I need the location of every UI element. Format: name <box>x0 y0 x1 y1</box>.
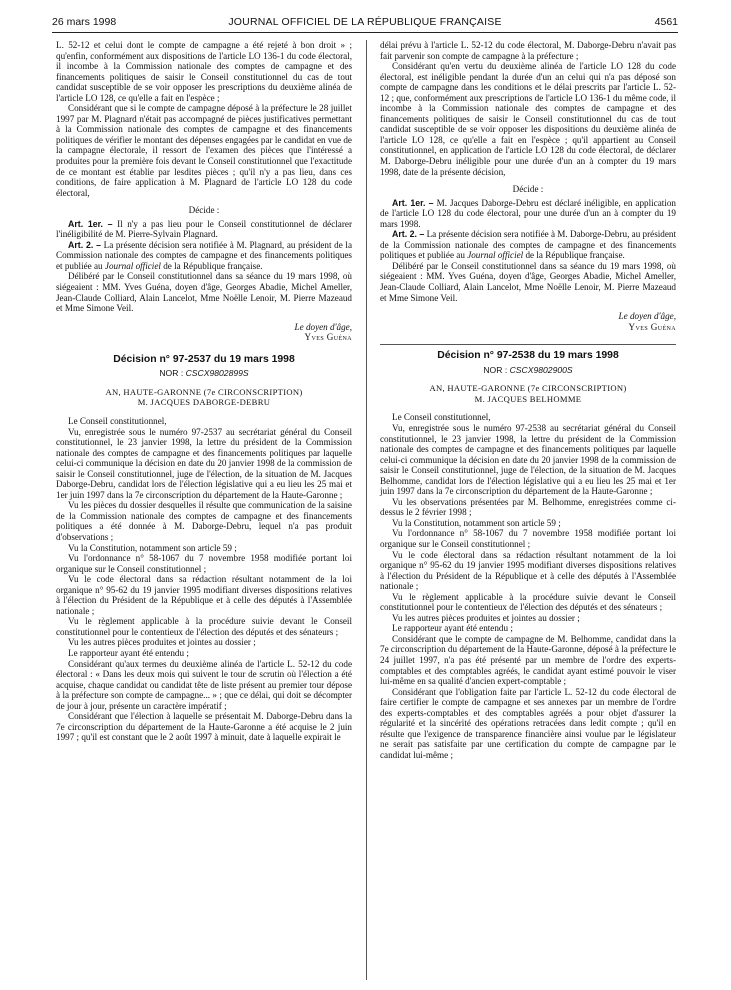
paragraph: Le rapporteur ayant été entendu ; <box>392 623 513 634</box>
article-1 <box>380 198 676 230</box>
article-text: Il n'y a pas lieu pour le Conseil constitutionnel de déclarer l'inéligibilité de M. Pierre-Sylvain Plagnard. <box>56 218 352 240</box>
decide-heading: Décide : <box>512 184 544 195</box>
article-text: de la République française. <box>160 260 263 271</box>
decision-title: Décision n° 97-2537 du 19 mars 1998 <box>113 353 295 365</box>
paragraph: Le rapporteur ayant été entendu ; <box>68 647 189 658</box>
paragraph: Vu la Constitution, notamment son article 59 ; <box>392 517 561 528</box>
page-header <box>52 14 678 32</box>
paragraph: Vu le code électoral dans sa rédaction résultant notamment de la loi organique n° 95-62 du 19 janvier 1995 modifiant diverses dispositions relatives à l'élection du Président de la République et à celle des députés à l'Assemblée nationale ; <box>56 574 352 616</box>
signature-name: Yves Guéna <box>628 321 676 332</box>
paragraph: Considérant que le compte de campagne de M. Belhomme, candidat dans la 7e circonscription du département de la Haute-Garonne, déposé à la préfecture le 24 juillet 1997, n'a pas été présenté par un membre de l'ordre des experts-comptables et des comptables agréés, le candidat ayant estimé pouvoir le viser lui-même en sa qualité d'ancien expert-comptable ; <box>380 633 676 687</box>
signature-role: Le doyen d'âge, <box>618 311 676 322</box>
delibere-paragraph: Délibéré par le Conseil constitutionnel dans sa séance du 19 mars 1998, où siégeaient : MM. Yves Guéna, doyen d'âge, Georges Abadie, Michel Ameller, Jean-Claude Colliard, Alain Lancelot, Mme Noëlle Lenoir, M. Pierre Mazeaud et Mme Simone Veil. <box>56 271 352 314</box>
paragraph: Considérant que l'obligation faite par l'article L. 52-12 du code électoral de faire certifier le compte de campagne et ses annexes par un membre de l'ordre des experts-comptables et des comptables agréés a pour objet d'assurer la régularité et la sincérité des opérations retracées dans ledit compte ; qu'il en résulte que l'exigence de transparence financière ainsi voulue par le législateur ne serait pas satisfaite par une certification du compte de campagne par le candidat lui-même ; <box>380 686 676 760</box>
section-divider <box>380 344 676 345</box>
article-2 <box>56 240 352 272</box>
paragraph: Considérant qu'aux termes du deuxième alinéa de l'article L. 52-12 du code électoral : « Dans les deux mois qui suivent le tour de scrutin où l'élection a été acquise, chaque candidat ou candidat tête de liste présent au premier tour dépose à la préfecture son compte de campagne... » ; que ce délai, qui doit se décompter de jour à jour, présente un caractère impératif ; <box>56 658 352 711</box>
paragraph: Vu le règlement applicable à la procédure suivie devant le Conseil constitutionnel pour le contentieux de l'élection des députés et des sénateurs ; <box>380 591 676 613</box>
circonscription: AN, HAUTE-GARONNE (7e CIRCONSCRIPTION) <box>105 386 303 397</box>
paragraph: délai prévu à l'article L. 52-12 du code électoral, M. Daborge-Debru n'avait pas fait parvenir son compte de campagne à la préfecture ; <box>380 40 676 61</box>
paragraph: Considérant que si le compte de campagne déposé à la préfecture le 28 juillet 1997 par M. Plagnard n'était pas accompagné de pièces justificatives permettant à la Commission nationale des comptes de campagne et des financements politiques de vérifier le montant des dépenses engagées par le candidat en vue de la campagne électorale, il ressort de l'examen des pièces que l'intéressé a produites pour la première fois devant le Conseil constitutionnel que l'exactitude de ce montant est établie par lesdites pièces ; qu'il n'y a pas lieu, dans ces conditions, de faire application à M. Plagnard de l'article LO 128 du code électoral, <box>56 103 352 198</box>
paragraph: Vu le règlement applicable à la procédure suivie devant le Conseil constitutionnel pour le contentieux de l'élection des députés et des sénateurs ; <box>56 616 352 637</box>
nor-label: NOR : <box>159 368 184 379</box>
article-label: Art. 1er. – <box>392 197 434 208</box>
right-column <box>380 40 676 760</box>
paragraph: Considérant qu'en vertu du deuxième alinéa de l'article LO 128 du code électoral, est inéligible pendant la durée d'un an celui qui n'a pas déposé son compte de campagne dans les conditions et le délai prescrits par l'article L. 52-12 ; que, conformément aux prescriptions de l'article LO 136-1 du même code, il incombe à la Commission nationale des comptes de campagne et des financements politiques de saisir le Conseil constitutionnel du cas de tout candidat susceptible de se voir opposer les dispositions du deuxième alinéa de l'article LO 128, ce qu'elle a fait en l'espèce ; qu'il appartient au Conseil constitutionnel, en application de l'article LO 128 du code électoral, de déclarer M. Daborge-Debru inéligible pour une durée d'un an à compter du 19 mars 1998, date de la présente décision, <box>380 61 676 177</box>
article-text: La présente décision sera notifiée à M. Plagnard, au président de la Commission nationale des comptes de campagne et des financements politiques et publiée au <box>56 239 352 271</box>
article-text: de la République française. <box>523 250 625 261</box>
decision-title: Décision n° 97-2538 du 19 mars 1998 <box>437 350 619 362</box>
article-text: La présente décision sera notifiée à M. Daborge-Debru, au président de la Commission nationale des comptes de campagne et des financements politiques et publiée au <box>380 229 676 261</box>
paragraph: Vu les autres pièces produites et jointes au dossier ; <box>68 637 256 648</box>
signature-role: Le doyen d'âge, <box>294 321 352 332</box>
person-name: M. JACQUES BELHOMME <box>474 393 582 404</box>
nor-reference <box>380 365 676 376</box>
article-label: Art. 2. – <box>68 239 101 250</box>
column-divider <box>366 40 367 980</box>
article-1 <box>56 219 352 240</box>
signature-name: Yves Guéna <box>304 332 352 343</box>
paragraph: Vu l'ordonnance n° 58-1067 du 7 novembre 1958 modifiée portant loi organique sur le Conseil constitutionnel ; <box>380 528 676 549</box>
paragraph: Vu le code électoral dans sa rédaction résultant notamment de la loi organique n° 95-62 du 19 janvier 1995 modifiant diverses dispositions relatives à l'élection du Président de la République et à celle des députés à l'Assemblée nationale ; <box>380 549 676 592</box>
header-date: 26 mars 1998 <box>52 16 117 28</box>
page-number: 4561 <box>654 16 678 28</box>
nor-code: CSCX9802900S <box>509 364 573 375</box>
paragraph: L. 52-12 et celui dont le compte de campagne a été rejeté à bon droit » ; qu'enfin, conformément aux dispositions de l'article LO 136-1 du code électoral, il incombe à la Commission nationale des comptes de campagne et des financements politiques de saisir le Conseil constitutionnel du cas de tout candidat susceptible de se voir opposer les prescriptions du deuxième alinéa de l'article LO 128, ce qu'elle a fait en l'espèce ; <box>56 40 352 103</box>
right-intro <box>380 40 676 177</box>
article-label: Art. 2. – <box>392 229 425 240</box>
paragraph: Vu les autres pièces produites et jointes au dossier ; <box>392 612 580 623</box>
nor-reference <box>56 368 352 379</box>
left-column <box>56 40 352 743</box>
paragraph: Vu, enregistrée sous le numéro 97-2538 au secrétariat général du Conseil constitutionnel, le 23 janvier 1998, la lettre du président de la Commission nationale des comptes de campagne et des financements politiques par laquelle celui-ci communique la décision en date du 20 janvier 1998 de la commission de saisir le Conseil constitutionnel, juge de l'élection, de la situation de M. Jacques Belhomme, candidat lors de l'élection législative qui a eu lieu les 25 mai et 1er juin 1997 dans la 7e circonscription du département de la Haute-Garonne ; <box>380 422 676 497</box>
journal-reference: Journal officiel <box>104 260 161 271</box>
paragraph: Vu, enregistrée sous le numéro 97-2537 au secrétariat général du Conseil constitutionnel, le 23 janvier 1998, la lettre du président de la Commission nationale des comptes de campagne et des financements politiques par laquelle celui-ci communique la décision en date du 20 janvier 1998 de la commission de saisir le Conseil constitutionnel, juge de l'élection, de la situation de M. Jacques Daborge-Debru, candidat lors de l'élection législative qui a eu lieu les 25 mai et 1er juin 1997 dans la 7e circonscription du département de la Haute-Garonne ; <box>56 426 352 500</box>
article-label: Art. 1er. – <box>68 218 113 229</box>
article-2 <box>380 229 676 261</box>
left-intro <box>56 40 352 198</box>
paragraph: Vu les observations présentées par M. Belhomme, enregistrées comme ci-dessus le 2 février 1998 ; <box>380 496 676 518</box>
article-text: M. Jacques Daborge-Debru est déclaré inéligible, en application de l'article LO 128 du code électoral, pour une durée d'un an à compter du 19 mars 1998. <box>380 197 676 229</box>
nor-label: NOR : <box>483 364 508 375</box>
journal-title: JOURNAL OFFICIEL DE LA RÉPUBLIQUE FRANÇAISE <box>228 16 502 28</box>
journal-reference: Journal officiel <box>467 250 524 261</box>
decision-body <box>56 416 352 743</box>
paragraph: Le Conseil constitutionnel, <box>392 412 491 423</box>
circonscription: AN, HAUTE-GARONNE (7e CIRCONSCRIPTION) <box>429 383 627 394</box>
decision-body <box>380 412 676 760</box>
person-name: M. JACQUES DABORGE-DEBRU <box>137 397 271 408</box>
paragraph: Considérant que l'élection à laquelle se présentait M. Daborge-Debru dans la 7e circonscription du département de la Haute-Garonne a été acquise le 2 juin 1997 ; qu'il est constant que le 2 août 1997 à minuit, date à laquelle expirait le <box>56 711 352 743</box>
paragraph: Le Conseil constitutionnel, <box>68 415 167 426</box>
delibere-paragraph: Délibéré par le Conseil constitutionnel dans sa séance du 19 mars 1998, où siégeaient : MM. Yves Guéna, doyen d'âge, Georges Abadie, Michel Ameller, Jean-Claude Colliard, Alain Lancelot, Mme Noëlle Lenoir, M. Pierre Mazeaud et Mme Simone Veil. <box>380 260 676 303</box>
nor-code: CSCX9802899S <box>185 368 249 379</box>
paragraph: Vu l'ordonnance n° 58-1067 du 7 novembre 1958 modifiée portant loi organique sur le Conseil constitutionnel ; <box>56 553 352 574</box>
header-rule <box>52 32 678 33</box>
paragraph: Vu la Constitution, notamment son article 59 ; <box>68 542 237 553</box>
paragraph: Vu les pièces du dossier desquelles il résulte que communication de la saisine de la Commission nationale des comptes de campagne et des financements politiques a été donnée à M. Daborge-Debru, lequel n'a pas produit d'observations ; <box>56 500 352 542</box>
decide-heading: Décide : <box>188 205 220 216</box>
